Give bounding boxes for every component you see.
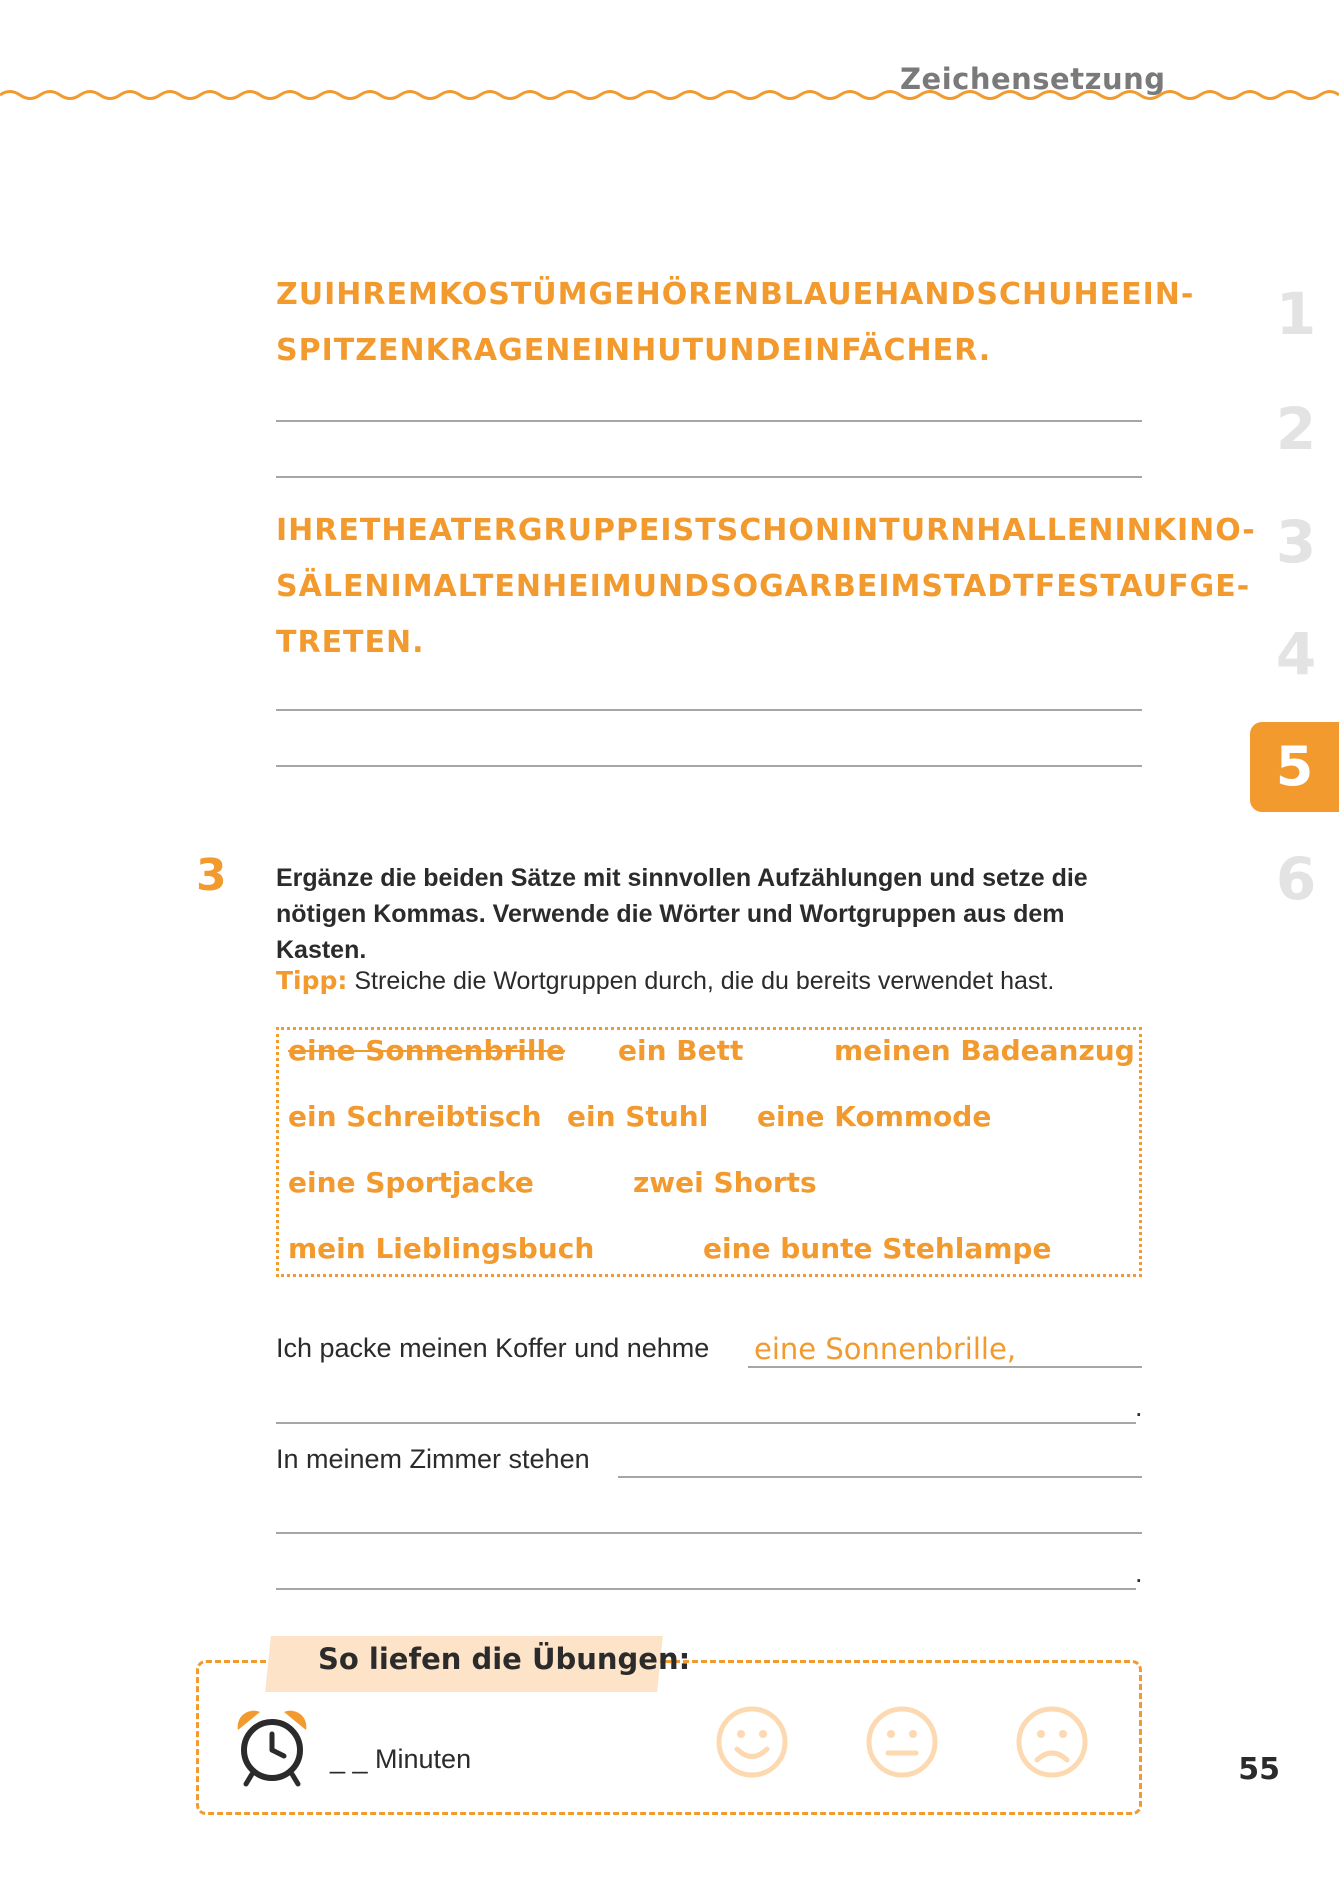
word-item[interactable]: eine Kommode (757, 1100, 992, 1133)
caps-sentence-2-line-1: IHRETHEATERGRUPPEISTSCHONINTURNHALLENINKINO- (276, 513, 1256, 548)
writing-line[interactable] (276, 709, 1142, 711)
task-number: 3 (196, 850, 227, 901)
word-item[interactable]: mein Lieblingsbuch (288, 1232, 595, 1265)
wavy-divider (0, 88, 1339, 102)
sentence-1-prefix: Ich packe meinen Koffer und nehme (276, 1333, 710, 1363)
writing-line[interactable] (276, 476, 1142, 478)
word-item[interactable]: ein Bett (618, 1034, 744, 1067)
chapter-tab-3[interactable]: 3 (1275, 508, 1317, 576)
caps-sentence-1-line-2: SPITZENKRAGENEINHUTUNDEINFÄCHER. (276, 333, 992, 368)
chapter-tab-1[interactable]: 1 (1275, 280, 1317, 348)
page-number: 55 (1238, 1752, 1280, 1787)
tip-label: Tipp: (276, 966, 348, 995)
sad-face-icon[interactable] (1014, 1704, 1090, 1780)
alarm-clock-icon (232, 1706, 312, 1790)
word-item[interactable]: eine bunte Stehlampe (703, 1232, 1052, 1265)
neutral-face-icon[interactable] (864, 1704, 940, 1780)
section-title: Zeichensetzung (900, 62, 1166, 96)
writing-line[interactable] (276, 420, 1142, 422)
evaluation-title: So liefen die Übungen: (318, 1642, 691, 1676)
sentence-1-answer: eine Sonnenbrille, (754, 1332, 1017, 1366)
writing-line[interactable] (276, 1532, 1142, 1534)
tip-text: Streiche die Wortgruppen durch, die du bereits verwendet hast. (347, 967, 1055, 995)
word-item[interactable]: eine Sportjacke (288, 1166, 534, 1199)
writing-line[interactable] (618, 1476, 1142, 1478)
minutes-field[interactable]: _ _ Minuten (330, 1744, 472, 1774)
task-instruction: Ergänze die beiden Sätze mit sinnvollen Aufzählungen und setze die nötigen Kommas. Verwende die Wörter und Wortgruppen aus dem Kasten. (276, 864, 1088, 964)
chapter-tab-2[interactable]: 2 (1275, 395, 1317, 463)
chapter-tab-6[interactable]: 6 (1275, 845, 1317, 913)
word-item[interactable]: zwei Shorts (633, 1166, 817, 1199)
sentence-2-period: . (1135, 1558, 1143, 1588)
chapter-tab-5-active[interactable]: 5 (1250, 722, 1339, 812)
writing-line[interactable] (276, 1422, 1136, 1424)
chapter-tab-4[interactable]: 4 (1275, 620, 1317, 688)
sentence-1-period: . (1135, 1392, 1143, 1422)
caps-sentence-2-line-3: TRETEN. (276, 625, 425, 660)
tip (276, 966, 1054, 996)
word-item[interactable]: ein Stuhl (567, 1100, 709, 1133)
writing-line[interactable] (276, 1588, 1136, 1590)
caps-sentence-2-line-2: SÄLENIMALTENHEIMUNDSOGARBEIMSTADTFESTAUFGE- (276, 569, 1251, 604)
caps-sentence-1-line-1: ZUIHREMKOSTÜMGEHÖRENBLAUEHANDSCHUHEEIN- (276, 277, 1195, 312)
word-item[interactable]: meinen Badeanzug (834, 1034, 1135, 1067)
happy-face-icon[interactable] (714, 1704, 790, 1780)
word-item[interactable]: ein Schreibtisch (288, 1100, 542, 1133)
sentence-2-prefix: In meinem Zimmer stehen (276, 1444, 590, 1474)
word-item[interactable]: eine Sonnenbrille (288, 1034, 566, 1067)
writing-line[interactable] (748, 1366, 1142, 1368)
writing-line[interactable] (276, 765, 1142, 767)
